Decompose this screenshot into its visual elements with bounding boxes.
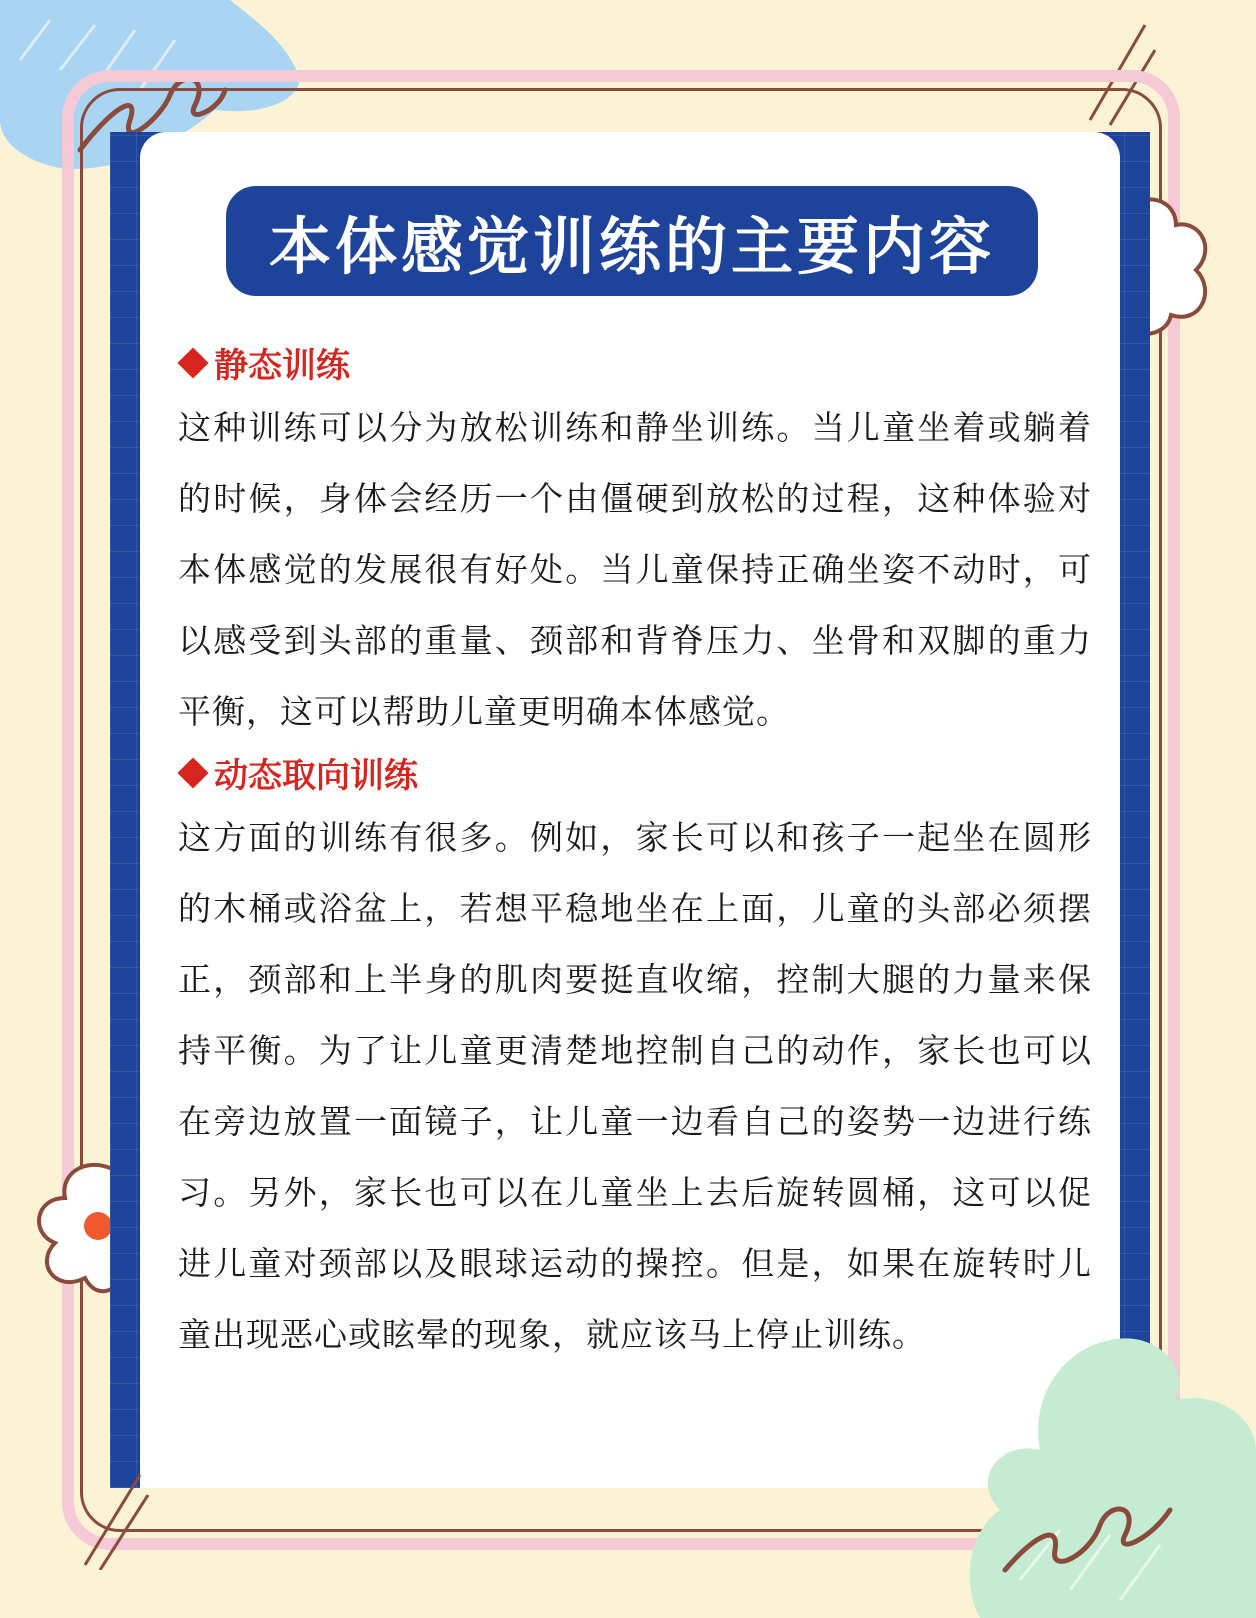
squiggle-bottom-decoration [1000, 1460, 1180, 1580]
flower-left-decoration [30, 1158, 120, 1298]
section-body-static: 这种训练可以分为放松训练和静坐训练。当儿童坐着或躺着的时候，身体会经历一个由僵硬到放松的过程，这种体验对本体感觉的发展很有好处。当儿童保持正确坐姿不动时，可以感受到头部的重量、颈部和背脊压力、坐骨和双脚的重力平衡，这可以帮助儿童更明确本体感觉。 [178, 408, 1092, 731]
diamond-bullet-icon [177, 757, 208, 788]
page-title: 本体感觉训练的主要内容 [268, 209, 995, 283]
title-banner [226, 186, 1038, 296]
section-heading-dynamic [176, 748, 418, 797]
section-heading-text: 静态训练 [214, 346, 350, 386]
section-heading-text: 动态取向训练 [214, 756, 418, 796]
squiggle-bottom-left-decoration [80, 1470, 150, 1570]
section-heading-static [176, 338, 350, 387]
diamond-bullet-icon [177, 347, 208, 378]
section-body-dynamic: 这方面的训练有很多。例如，家长可以和孩子一起坐在圆形的木桶或浴盆上，若想平稳地坐在上面，儿童的头部必须摆正，颈部和上半身的肌肉要挺直收缩，控制大腿的力量来保持平衡。为了让儿童更清楚地控制自己的动作，家长也可以在旁边放置一面镜子，让儿童一边看自己的姿势一边进行练习。另外，家长也可以在儿童坐上去后旋转圆桶，这可以促进儿童对颈部以及眼球运动的操控。但是，如果在旋转时儿童出现恶心或眩晕的现象，就应该马上停止训练。 [178, 818, 1092, 1354]
